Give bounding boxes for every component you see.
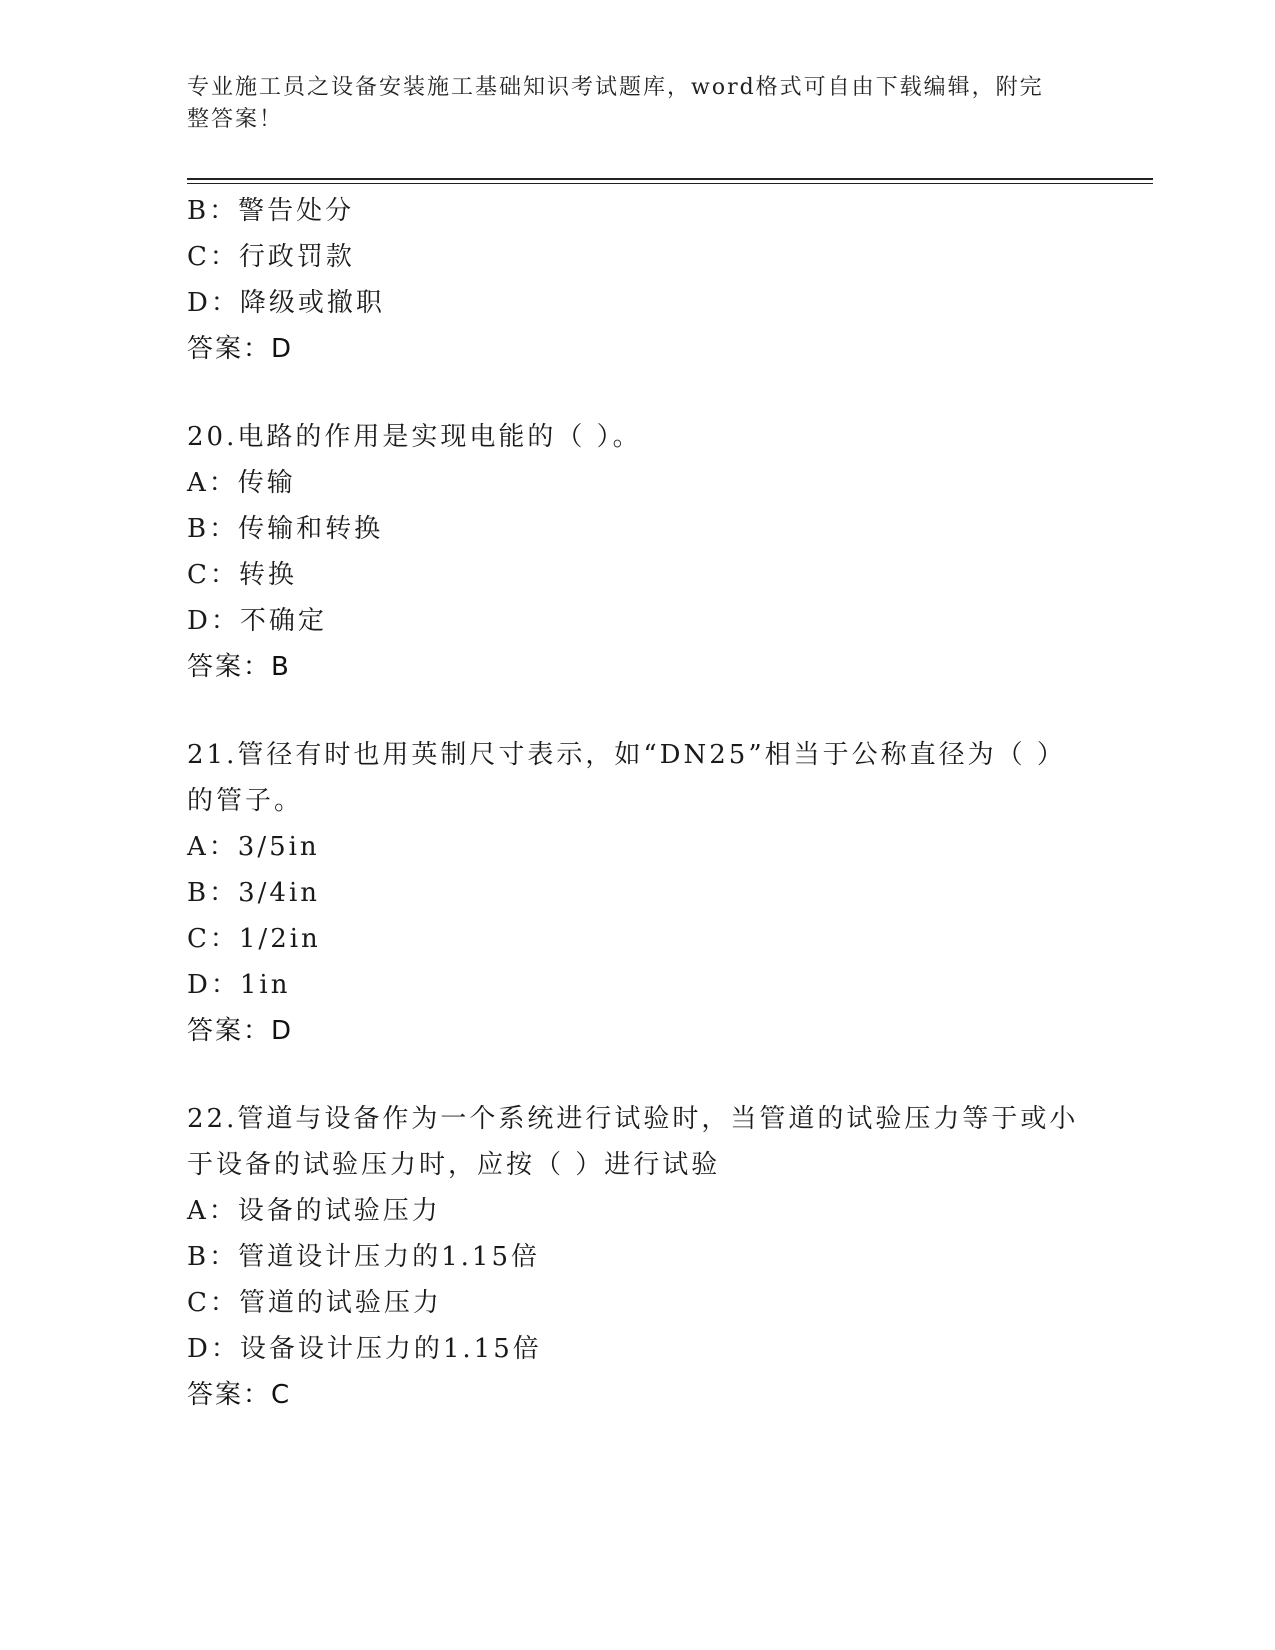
option-d: D：1in: [187, 970, 291, 1000]
option-d: D：降级或撤职: [187, 288, 385, 318]
answer: 答案：C: [187, 1380, 292, 1410]
question-text: 20.电路的作用是实现电能的（ ）。: [187, 422, 642, 452]
spacer: [187, 1054, 1087, 1096]
option-d: D：不确定: [187, 606, 327, 636]
answer: 答案：D: [187, 1016, 294, 1046]
spacer: [187, 372, 1087, 414]
option-d: D：设备设计压力的1.15倍: [187, 1334, 542, 1364]
option-c: C：1/2in: [187, 924, 321, 954]
question-21: [187, 732, 1087, 1054]
question-19-continuation: [187, 188, 1087, 372]
option-a: A：3/5in: [187, 832, 320, 862]
option-b: B：传输和转换: [187, 514, 384, 544]
question-text: 22.管道与设备作为一个系统进行试验时，当管道的试验压力等于或小于设备的试验压力时，应按（ ）进行试验: [187, 1104, 1079, 1180]
question-20: [187, 414, 1087, 690]
answer: 答案：B: [187, 652, 291, 682]
header-divider-thick: [187, 178, 1153, 180]
option-c: C：行政罚款: [187, 242, 355, 272]
document-body: [187, 188, 1087, 1418]
answer: 答案：D: [187, 334, 294, 364]
document-header: 专业施工员之设备安装施工基础知识考试题库，word格式可自由下载编辑，附完整答案！: [187, 75, 1044, 132]
option-c: C：转换: [187, 560, 297, 590]
option-b: B：管道设计压力的1.15倍: [187, 1242, 540, 1272]
option-b: B：警告处分: [187, 196, 355, 226]
header-divider-thin: [187, 183, 1153, 184]
option-b: B：3/4in: [187, 878, 321, 908]
option-a: A：设备的试验压力: [187, 1196, 441, 1226]
question-text: 21.管径有时也用英制尺寸表示，如“DN25”相当于公称直径为（ ）的管子。: [187, 740, 1066, 816]
question-22: [187, 1096, 1087, 1418]
option-a: A：传输: [187, 468, 296, 498]
option-c: C：管道的试验压力: [187, 1288, 442, 1318]
spacer: [187, 690, 1087, 732]
